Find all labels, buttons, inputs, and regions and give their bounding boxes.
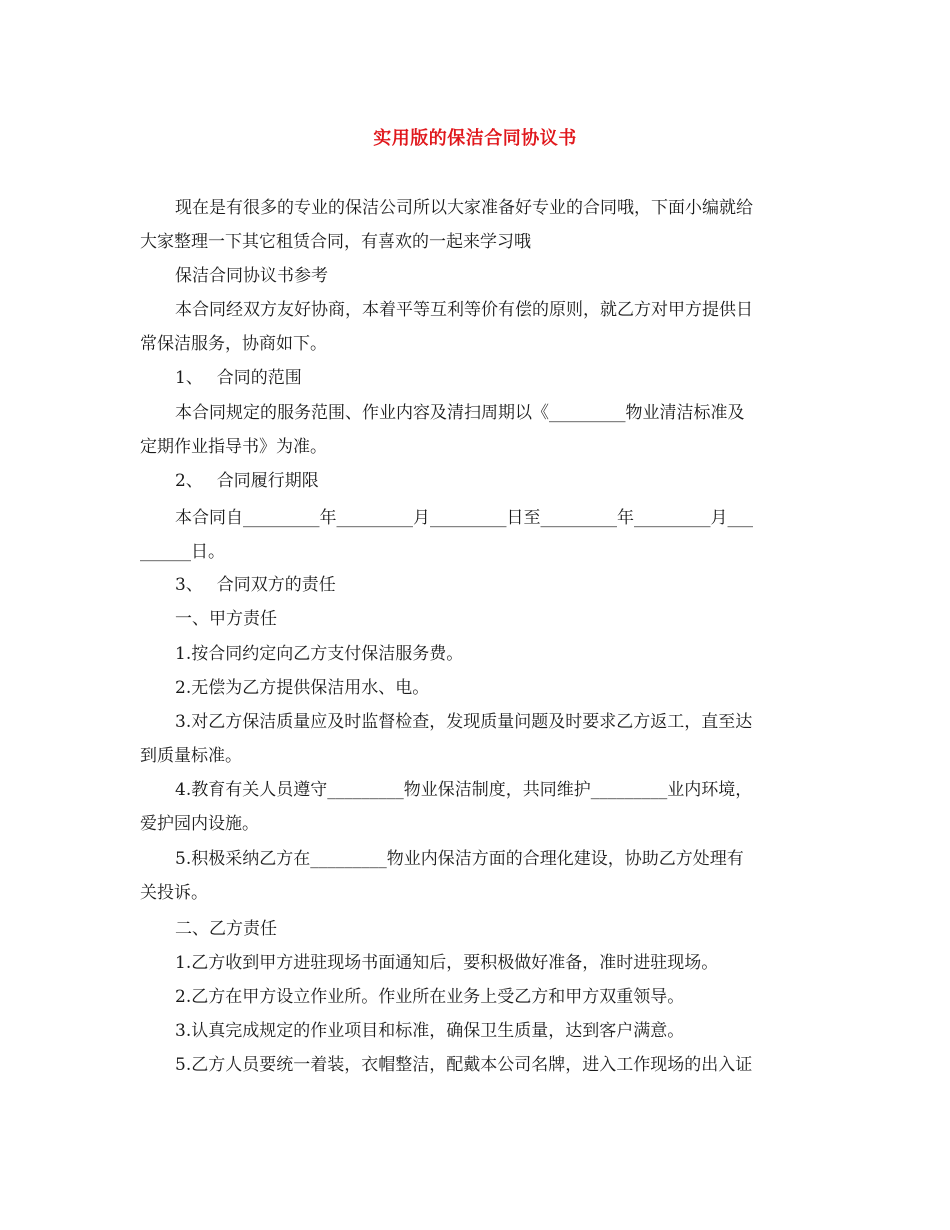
section-1-text-1: 本合同规定的服务范围、作业内容及清扫周期以《_________物业清洁标准及 (175, 403, 745, 423)
preamble-line-2: 常保洁服务，协商如下。 (140, 334, 327, 354)
subheading-reference: 保洁合同协议书参考 (175, 266, 328, 286)
section-2-heading: 2、 合同履行期限 (175, 471, 319, 491)
party-a-item-2: 2.无偿为乙方提供保洁用水、电。 (175, 678, 430, 698)
preamble-line-1: 本合同经双方友好协商，本着平等互利等价有偿的原则，就乙方对甲方提供日 (175, 300, 753, 320)
party-a-item-4-line-2: 爱护园内设施。 (140, 814, 259, 834)
intro-line-1: 现在是有很多的专业的保洁公司所以大家准备好专业的合同哦，下面小编就给 (175, 198, 753, 218)
intro-line-2: 大家整理一下其它租赁合同，有喜欢的一起来学习哦 (140, 232, 531, 252)
party-a-item-3-line-1: 3.对乙方保洁质量应及时监督检查，发现质量问题及时要求乙方返工，直至达 (175, 712, 753, 732)
party-a-item-3-line-2: 到质量标准。 (140, 746, 242, 766)
section-1-text-2: 定期作业指导书》为准。 (140, 437, 327, 457)
party-a-item-5-line-2: 关投诉。 (140, 883, 208, 903)
party-b-item-1: 1.乙方收到甲方进驻现场书面通知后，要积极做好准备，准时进驻现场。 (175, 953, 719, 973)
party-a-heading: 一、甲方责任 (175, 609, 277, 629)
party-b-item-5: 5.乙方人员要统一着装，衣帽整洁，配戴本公司名牌，进入工作现场的出入证 (175, 1055, 753, 1075)
party-b-item-3: 3.认真完成规定的作业项目和标准，确保卫生质量，达到客户满意。 (175, 1021, 685, 1041)
party-a-item-4-line-1: 4.教育有关人员遵守_________物业保洁制度，共同维护_________业内环境， (175, 780, 753, 800)
document-title: 实用版的保洁合同协议书 (373, 128, 577, 149)
party-a-item-1: 1.按合同约定向乙方支付保洁服务费。 (175, 644, 464, 664)
party-b-heading: 二、乙方责任 (175, 919, 277, 939)
section-3-heading: 3、 合同双方的责任 (175, 575, 336, 595)
section-2-text-2: ______日。 (140, 542, 225, 562)
party-b-item-2: 2.乙方在甲方设立作业所。作业所在业务上受乙方和甲方双重领导。 (175, 987, 685, 1007)
party-a-item-5-line-1: 5.积极采纳乙方在_________物业内保洁方面的合理化建设，协助乙方处理有 (175, 849, 744, 869)
section-1-heading: 1、 合同的范围 (175, 368, 302, 388)
section-2-text-1: 本合同自_________年_________月_________日至_________年_________月___ (175, 508, 753, 528)
